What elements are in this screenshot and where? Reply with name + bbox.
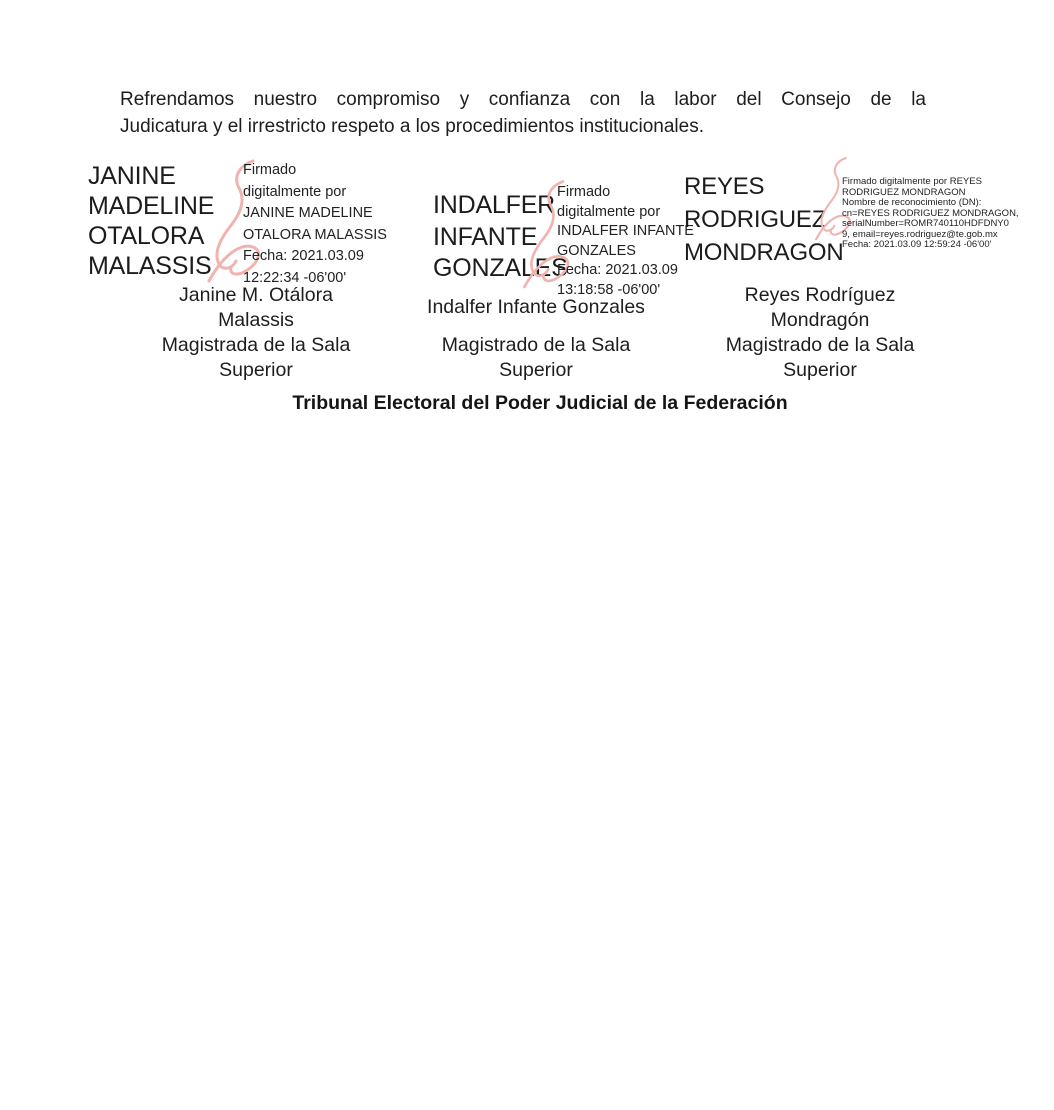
- stamp-details-line: Firmado: [243, 162, 297, 178]
- printed-name-line: Janine M. Otálora: [179, 284, 333, 306]
- stamp-name-line: MALASSIS: [88, 252, 212, 280]
- stamp-details-line: 9, email=reyes.rodriguez@te.gob.mx: [842, 228, 998, 240]
- printed-name: [411, 295, 661, 320]
- body-paragraph-line: Judicatura y el irrestricto respeto a los procedimientos institucionales.: [120, 116, 704, 137]
- stamp-name-line: REYES: [684, 173, 765, 200]
- magistrate-title-line: Magistrado de la Sala: [441, 334, 631, 356]
- stamp-name-line: OTALORA: [88, 222, 205, 250]
- stamp-details-line: Firmado digitalmente por REYES: [842, 176, 982, 187]
- stamp-details: [842, 177, 1019, 251]
- body-paragraph: [120, 86, 926, 140]
- digital-signature-stamp-reyes[interactable]: [684, 152, 1019, 266]
- stamp-name-line: JANINE: [88, 162, 176, 190]
- stamp-details-line: digitalmente por: [557, 203, 661, 220]
- printed-name-line: Mondragón: [770, 309, 870, 331]
- stamp-details-line: INDALFER INFANTE: [557, 223, 694, 239]
- magistrate-title: [695, 333, 945, 383]
- body-paragraph-line: Refrendamos nuestro compromiso y confianza con la labor del Consejo de la: [120, 89, 926, 110]
- stamp-details-line: GONZALES: [557, 242, 636, 259]
- stamp-details-line: 12:22:34 -06'00': [243, 269, 347, 286]
- stamp-name-line: MADELINE: [88, 192, 215, 220]
- printed-name: [695, 283, 945, 333]
- stamp-details-line: Fecha: 2021.03.09: [557, 262, 678, 278]
- magistrate-title-line: Superior: [783, 359, 857, 381]
- stamp-name-line: GONZALES: [433, 254, 568, 282]
- stamp-details-line: Fecha: 2021.03.09 12:59:24 -06'00': [842, 239, 992, 250]
- magistrate-title-line: Superior: [219, 359, 293, 381]
- document-footer-title: Tribunal Electoral del Poder Judicial de la Federación: [292, 392, 788, 414]
- stamp-details-line: OTALORA MALASSIS: [243, 226, 387, 243]
- printed-name-line: Malassis: [218, 309, 294, 331]
- printed-name-line: Reyes Rodríguez: [744, 284, 896, 306]
- stamp-details-line: RODRIGUEZ MONDRAGON: [842, 186, 966, 198]
- stamp-details-line: Firmado: [557, 184, 611, 200]
- stamp-details-line: cn=REYES RODRIGUEZ MONDRAGON,: [842, 207, 1019, 219]
- stamp-details: [243, 160, 387, 289]
- stamp-details-line: Fecha: 2021.03.09: [243, 248, 364, 264]
- stamp-details-line: Nombre de reconocimiento (DN):: [842, 197, 982, 208]
- digital-signature-stamp-janine[interactable]: [88, 156, 388, 296]
- stamp-details-line: serialNumber=ROMR740110HDFDNY0: [842, 218, 1009, 229]
- magistrate-title: [131, 333, 381, 383]
- magistrate-title-line: Magistrado de la Sala: [725, 334, 915, 356]
- stamp-details: [557, 183, 694, 300]
- magistrate-title: [411, 333, 661, 383]
- stamp-details-line: 13:18:58 -06'00': [557, 281, 661, 298]
- stamp-name-line: RODRIGUEZ: [684, 206, 827, 233]
- stamp-name-line: INDALFER: [433, 191, 556, 219]
- stamp-name-line: INFANTE: [433, 222, 538, 251]
- printed-name: [131, 283, 381, 333]
- digital-signature-stamp-indalfer[interactable]: [433, 177, 694, 299]
- printed-name-line: Indalfer Infante Gonzales: [427, 296, 645, 318]
- magistrate-title-line: Superior: [499, 359, 573, 381]
- magistrate-title-line: Magistrada de la Sala: [161, 334, 351, 356]
- stamp-details-line: JANINE MADELINE: [243, 205, 373, 221]
- stamp-name-line: MONDRAGON: [684, 239, 844, 266]
- stamp-details-line: digitalmente por: [243, 183, 347, 200]
- stamp-signer-name: [88, 161, 214, 281]
